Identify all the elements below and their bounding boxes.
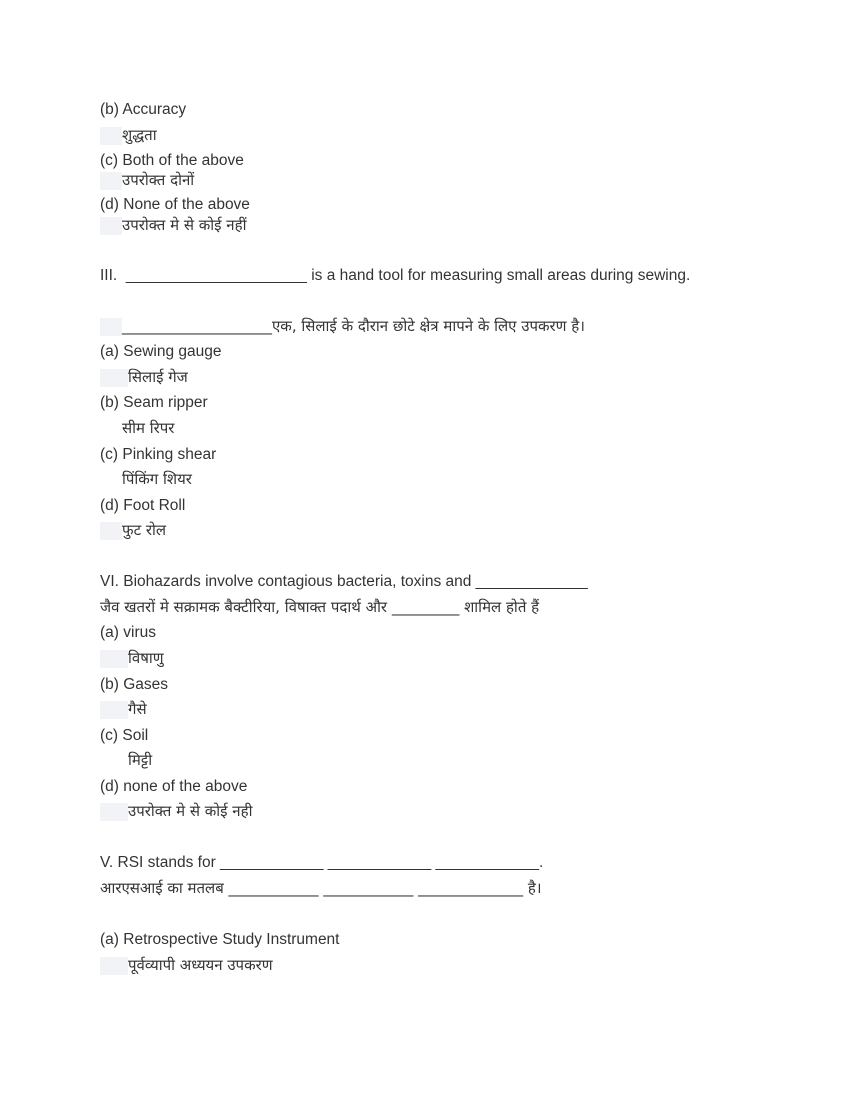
indent-highlight bbox=[100, 172, 122, 190]
question-text: _____________________ is a hand tool for measuring small areas during sewing. bbox=[125, 267, 691, 284]
option-b-label: (b) Accuracy bbox=[100, 101, 187, 118]
option-b-label: (b) Seam ripper bbox=[100, 394, 208, 411]
question-number: III. bbox=[100, 267, 118, 284]
option-d-label: (d) None of the above bbox=[100, 196, 250, 213]
option-c-hindi: मिट्टी bbox=[128, 751, 153, 769]
option-a-hindi bbox=[100, 955, 273, 975]
option-hindi-text: शुद्धता bbox=[122, 126, 157, 144]
option-b-hindi bbox=[100, 125, 157, 145]
option-d-label: (d) none of the above bbox=[100, 778, 248, 795]
indent-highlight bbox=[100, 701, 128, 719]
option-hindi-text: उपरोक्त दोनों bbox=[122, 171, 195, 189]
option-hindi-text: उपरोक्त मे से कोई नही bbox=[128, 802, 253, 820]
option-hindi-text: पूर्वव्यापी अध्ययन उपकरण bbox=[128, 956, 273, 974]
option-c-hindi bbox=[100, 170, 194, 190]
question-6-hindi: जैव खतरों मे सक्रामक बैक्टीरिया, विषाक्त पदार्थ और _________ शामिल होते हैं bbox=[100, 598, 540, 616]
option-c-hindi: पिंकिंग शियर bbox=[122, 470, 192, 488]
indent-highlight bbox=[100, 217, 122, 235]
indent-highlight bbox=[100, 127, 122, 145]
option-b-label: (b) Gases bbox=[100, 676, 169, 693]
option-b-hindi: सीम रिपर bbox=[122, 419, 175, 437]
option-d-hindi bbox=[100, 801, 252, 821]
option-hindi-text: फुट रोल bbox=[122, 521, 167, 539]
option-b-hindi bbox=[100, 699, 147, 719]
option-c-label: (c) Soil bbox=[100, 727, 149, 744]
option-a-hindi bbox=[100, 367, 188, 387]
indent-highlight bbox=[100, 650, 128, 668]
question-6-english: VI. Biohazards involve contagious bacteria, toxins and _____________ bbox=[100, 573, 588, 590]
indent-highlight bbox=[100, 369, 128, 387]
option-hindi-text: विषाणु bbox=[128, 649, 164, 667]
question-5-english: V. RSI stands for ____________ ____________ ____________. bbox=[100, 854, 544, 871]
option-c-label: (c) Pinking shear bbox=[100, 446, 217, 463]
option-c-label: (c) Both of the above bbox=[100, 152, 244, 169]
question-5-hindi: आरएसआई का मतलब ____________ ____________ ______________ है। bbox=[100, 879, 542, 897]
option-a-label: (a) Sewing gauge bbox=[100, 343, 222, 360]
option-d-label: (d) Foot Roll bbox=[100, 497, 186, 514]
indent-highlight bbox=[100, 318, 122, 336]
indent-highlight bbox=[100, 803, 128, 821]
option-a-hindi bbox=[100, 648, 164, 668]
question-hindi-text: ____________________एक, सिलाई के दौरान छोटे क्षेत्र मापने के लिए उपकरण है। bbox=[122, 317, 585, 335]
option-a-label: (a) virus bbox=[100, 624, 156, 641]
option-d-hindi bbox=[100, 215, 246, 235]
question-3-hindi bbox=[100, 316, 585, 336]
option-a-label: (a) Retrospective Study Instrument bbox=[100, 931, 340, 948]
indent-highlight bbox=[100, 957, 128, 975]
question-3-english bbox=[100, 266, 690, 286]
option-d-hindi bbox=[100, 520, 166, 540]
option-hindi-text: गैसे bbox=[128, 700, 147, 718]
indent-highlight bbox=[100, 522, 122, 540]
option-hindi-text: सिलाई गेज bbox=[128, 368, 188, 386]
option-hindi-text: उपरोक्त मे से कोई नहीं bbox=[122, 216, 247, 234]
